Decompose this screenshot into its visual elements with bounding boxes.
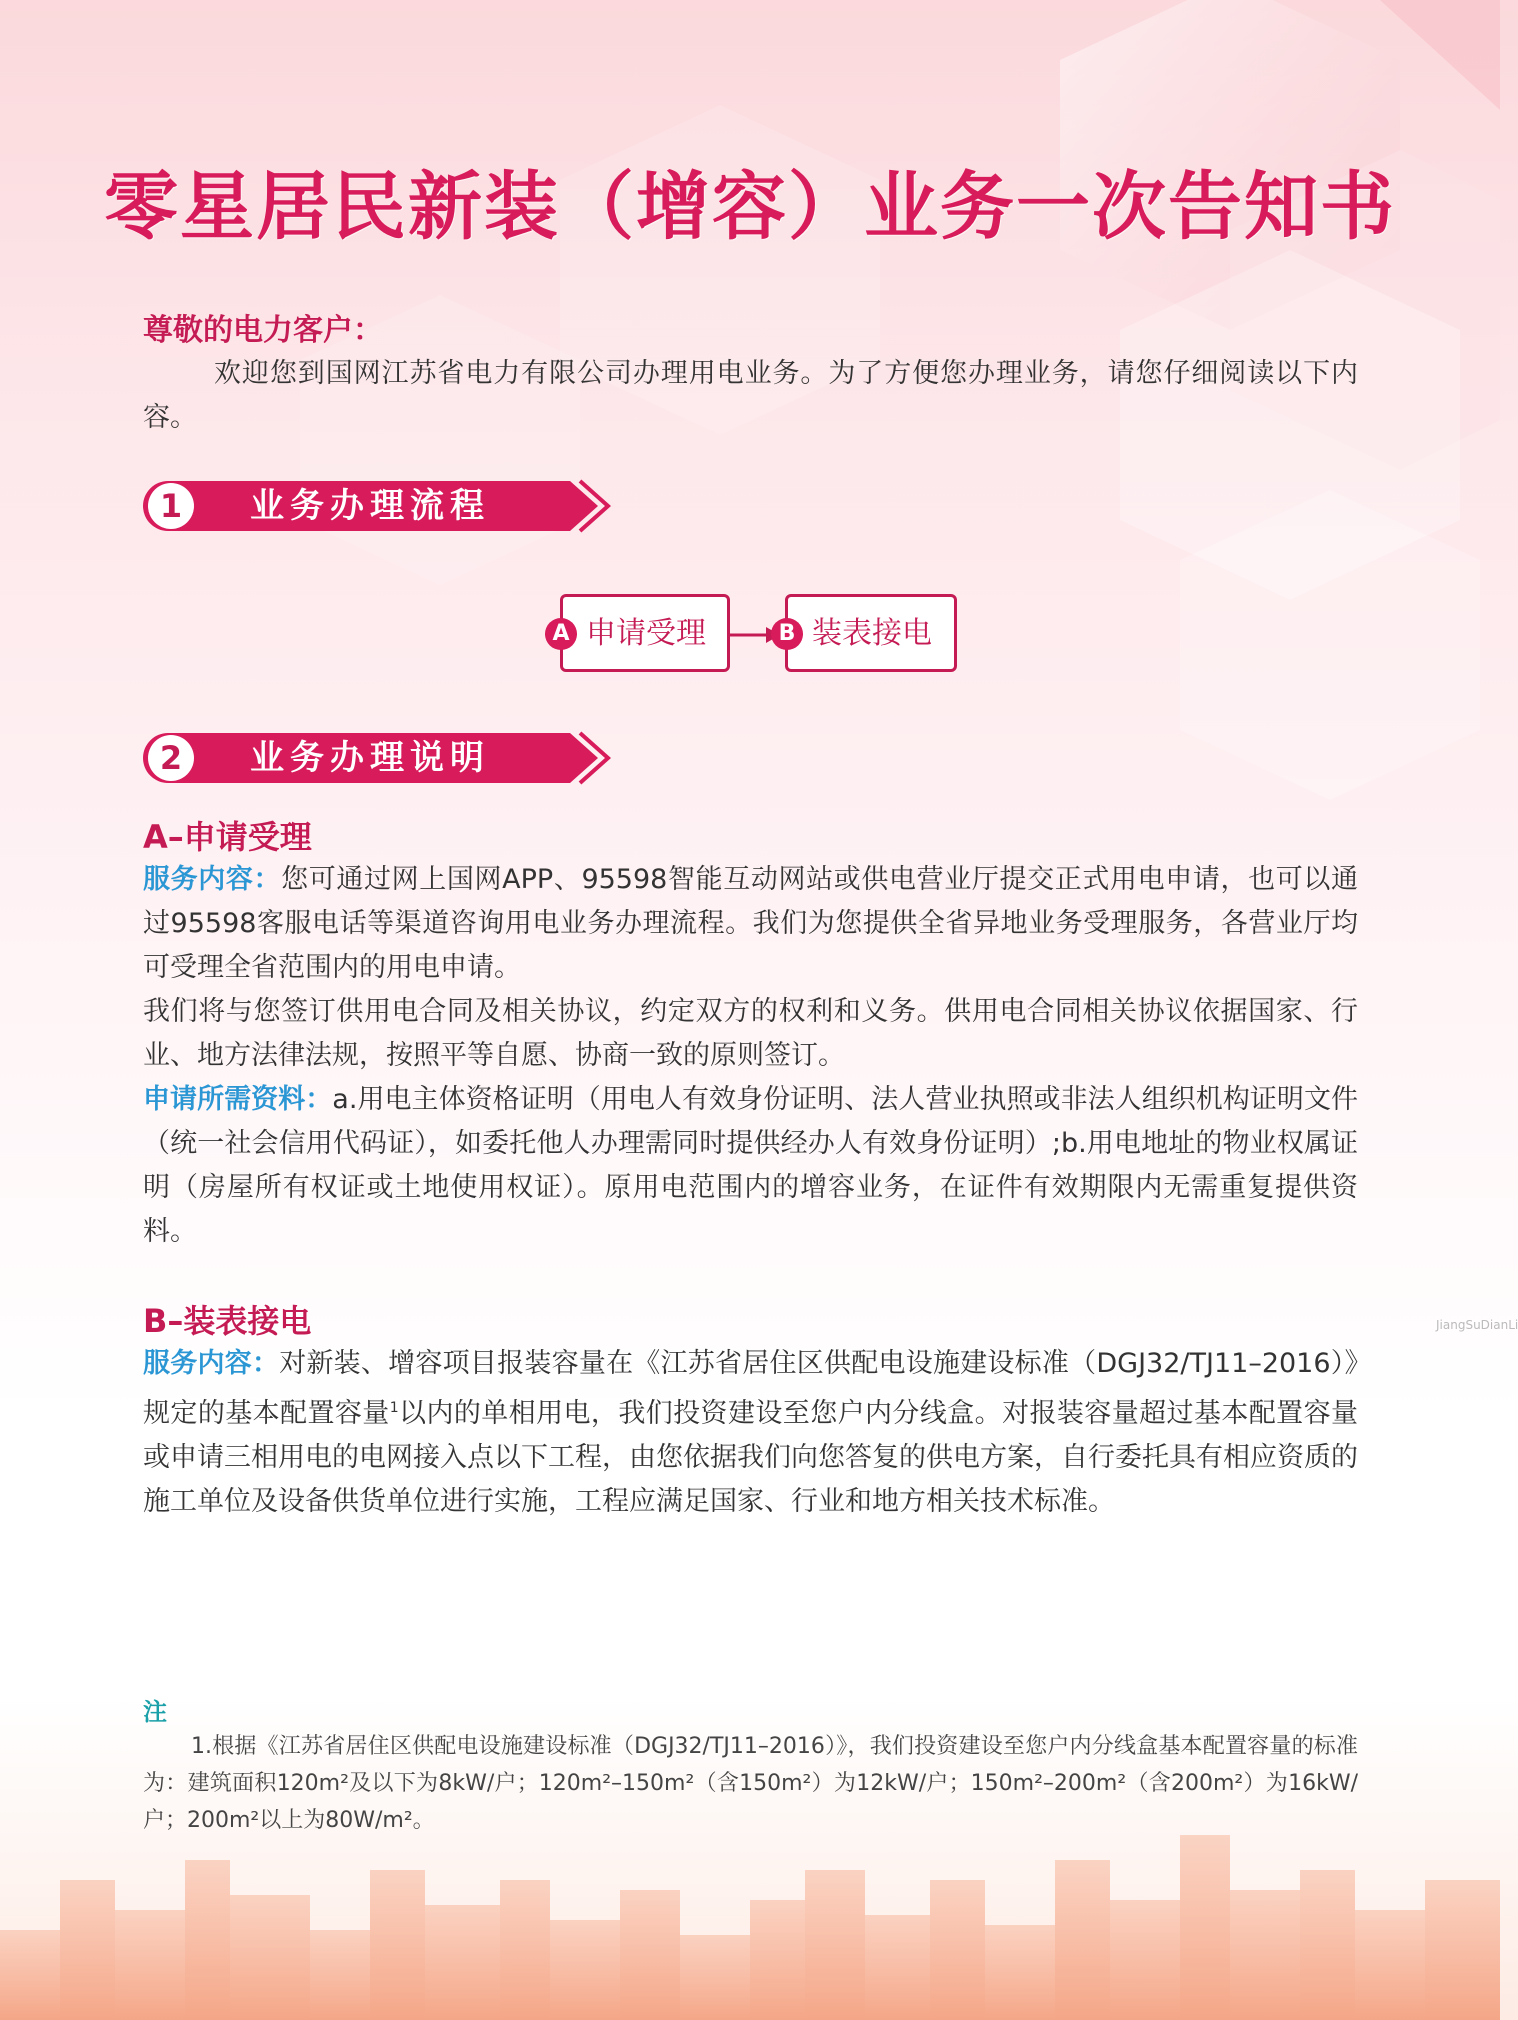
- watermark: JiangSuDianLi: [1436, 1318, 1518, 1332]
- section-number: 2: [159, 739, 183, 777]
- part-b-service-paragraph: [143, 1342, 1358, 1524]
- intro-paragraph: 欢迎您到国网江苏省电力有限公司办理用电业务。为了方便您办理业务，请您仔细阅读以下内容。: [143, 358, 1358, 433]
- service-lead-label: 服务内容：: [143, 864, 282, 895]
- flow-step-b-badge: B: [771, 618, 803, 650]
- part-a-heading: A–申请受理: [143, 818, 312, 856]
- section-label: 业务办理流程: [250, 486, 490, 526]
- section-label: 业务办理说明: [250, 738, 490, 778]
- flow-step-a-label: 申请受理: [586, 616, 706, 651]
- page-title: 零星居民新装（增容）业务一次告知书: [104, 164, 1396, 250]
- greeting: 尊敬的电力客户：: [143, 313, 383, 348]
- part-a-contract-paragraph: 我们将与您签订供用电合同及相关协议，约定双方的权利和义务。供用电合同相关协议依据国家、行业、地方法律法规，按照平等自愿、协商一致的原则签订。: [143, 996, 1358, 1071]
- section-2-banner: [140, 730, 610, 786]
- part-b-service-text-1: 对新装、增容项目报装容量在《江苏省居住区供配电设施建设标准（DGJ32/TJ11–2016）》规定的基本配置容量: [143, 1348, 1359, 1429]
- service-lead-label: 服务内容：: [143, 1348, 280, 1379]
- part-a-materials-text: a.用电主体资格证明（用电人有效身份证明、法人营业执照或非法人组织机构证明文件（统一社会信用代码证），如委托他人办理需同时提供经办人有效身份证明）;b.用电地址的物业权属证明（房屋所有权证或土地使用权证）。原用电范围内的增容业务，在证件有效期限内无需重复提供资料。: [143, 1084, 1358, 1247]
- section-number: 1: [159, 487, 183, 525]
- part-b-service-text-2: 以内的单相用电，我们投资建设至您户内分线盒。对报装容量超过基本配置容量或申请三相用电的电网接入点以下工程，由您依据我们向您答复的供电方案，自行委托具有相应资质的施工单位及设备供货单位进行实施，工程应满足国家、行业和地方相关技术标准。: [143, 1398, 1359, 1517]
- part-a-service-paragraph: [143, 858, 1358, 990]
- materials-lead-label: 申请所需资料：: [143, 1084, 333, 1115]
- section-1-banner: [140, 478, 610, 534]
- note-heading: 注: [143, 1698, 167, 1726]
- note-text: 1.根据《江苏省居住区供配电设施建设标准（DGJ32/TJ11–2016）》，我们投资建设至您户内分线盒基本配置容量的标准为：建筑面积120m²及以下为8kW/户；120m²–150m²（含150m²）为12kW/户；150m²–200m²（含200m²）为16kW/户；200m²以上为80W/m²。: [143, 1734, 1358, 1833]
- part-a-materials-paragraph: [143, 1078, 1358, 1254]
- part-b-heading: B–装表接电: [143, 1302, 312, 1340]
- flow-step-b-label: 装表接电: [812, 616, 932, 651]
- flow-step-a-badge: A: [545, 618, 577, 650]
- footnote-mark: 1: [389, 1400, 399, 1416]
- part-a-service-text: 您可通过网上国网APP、95598智能互动网站或供电营业厅提交正式用电申请，也可以通过95598客服电话等渠道咨询用电业务办理流程。我们为您提供全省异地业务受理服务，各营业厅均可受理全省范围内的用电申请。: [143, 864, 1358, 983]
